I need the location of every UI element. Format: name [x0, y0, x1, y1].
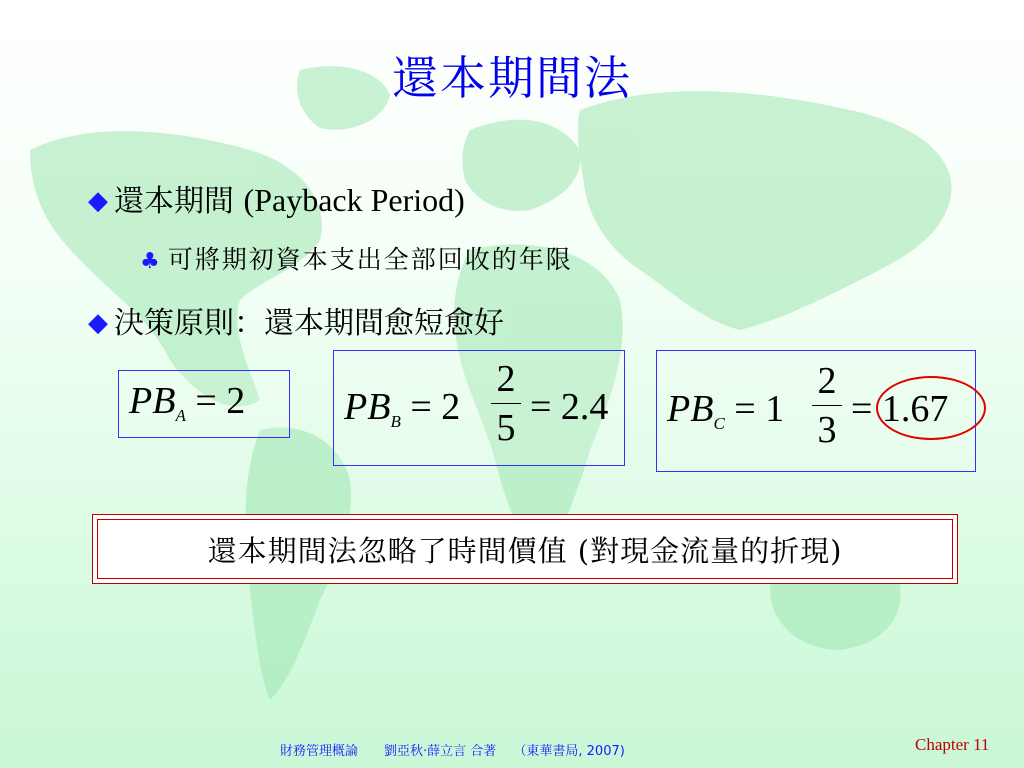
- pb-symbol: PB: [667, 388, 714, 430]
- formula-a-rhs: = 2: [195, 380, 246, 422]
- asia-shape: [578, 91, 952, 330]
- pb-symbol: PB: [129, 380, 176, 422]
- note-text: 還本期間法忽略了時間價值 (對現金流量的折現): [97, 519, 953, 579]
- formula-c-fraction: [807, 359, 847, 452]
- diamond-icon: ◆: [88, 186, 108, 216]
- note-box: [92, 514, 958, 584]
- bullet-text-cjk: 決策原則：還本期間愈短愈好: [114, 306, 504, 341]
- club-icon: ♣: [140, 249, 162, 274]
- footer-credits: 財務管理概論 劉亞秋‧薛立言 合著 （東華書局, 2007): [280, 744, 625, 759]
- fraction-denominator: 5: [496, 407, 516, 449]
- fraction-numerator: 2: [817, 360, 837, 402]
- slide-title: 還本期間法: [392, 51, 632, 105]
- formula-box-a: [118, 370, 290, 438]
- bullet-decision-rule: [88, 298, 504, 342]
- chapter-label: Chapter 11: [915, 735, 990, 754]
- highlight-circle: [876, 376, 986, 440]
- formula-box-b: [333, 350, 625, 466]
- bullet-payback-period: [88, 176, 465, 220]
- formula-c-result: = 1.67: [851, 388, 949, 430]
- pb-subscript: C: [713, 414, 725, 433]
- fraction-bar: [491, 403, 521, 404]
- sub-bullet-text: 可將期初資本支出全部回收的年限: [167, 245, 573, 274]
- fraction-bar: [812, 405, 842, 406]
- europe-shape: [462, 120, 580, 211]
- formula-b-left: [344, 385, 460, 429]
- formula-a: [129, 379, 245, 423]
- bullet-text-latin: (Payback Period): [243, 182, 465, 218]
- fraction-numerator: 2: [496, 358, 516, 400]
- diamond-icon: ◆: [88, 308, 108, 338]
- formula-b-result: = 2.4: [530, 386, 609, 428]
- bullet-text-cjk: 還本期間: [114, 184, 244, 219]
- formula-b-whole: = 2: [410, 386, 461, 428]
- formula-c-whole: = 1: [734, 388, 785, 430]
- formula-b-fraction: [486, 357, 526, 450]
- fraction-denominator: 3: [817, 409, 837, 451]
- pb-subscript: B: [390, 412, 401, 431]
- pb-symbol: PB: [344, 386, 391, 428]
- pb-subscript: A: [175, 406, 186, 425]
- formula-c-left: [667, 387, 784, 431]
- sub-bullet-definition: [140, 240, 573, 276]
